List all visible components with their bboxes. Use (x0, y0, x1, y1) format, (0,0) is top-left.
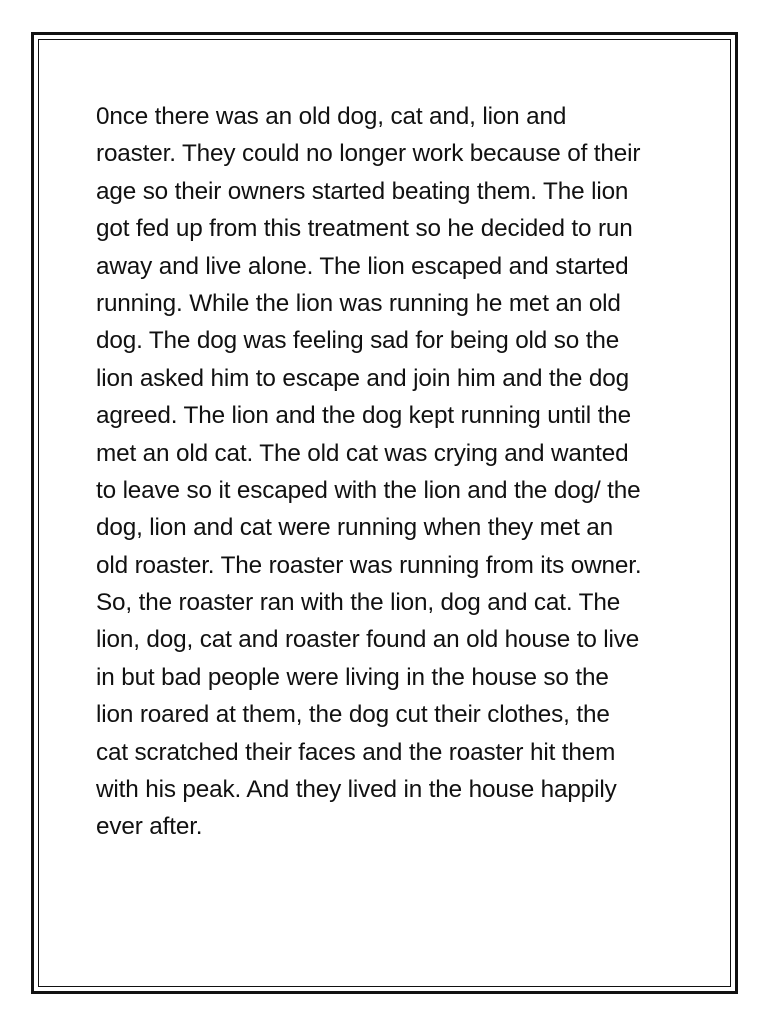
story-line: So, the roaster ran with the lion, dog and cat. The (96, 589, 621, 617)
story-line: dog. The dog was feeling sad for being old so the (96, 327, 620, 355)
story-line: old roaster. The roaster was running from its owner. (96, 551, 642, 579)
page-border (31, 32, 738, 994)
story-paragraph (96, 98, 696, 846)
story-line: ever after. (96, 813, 203, 841)
story-line: cat scratched their faces and the roaster hit them (96, 738, 616, 766)
story-line: age so their owners started beating them. The lion (96, 177, 629, 205)
story-line: running. While the lion was running he met an old (96, 289, 621, 317)
story-line: got fed up from this treatment so he decided to run (96, 215, 633, 243)
story-line: roaster. They could no longer work because of their (96, 140, 641, 168)
story-line: lion roared at them, the dog cut their clothes, the (96, 701, 610, 729)
story-line: met an old cat. The old cat was crying and wanted (96, 439, 629, 467)
story-line: agreed. The lion and the dog kept running until the (96, 402, 631, 430)
story-line: in but bad people were living in the house so the (96, 663, 609, 691)
story-line: with his peak. And they lived in the house happily (96, 776, 617, 804)
story-line: lion, dog, cat and roaster found an old house to live (96, 626, 640, 654)
page-border-inner (38, 39, 731, 987)
story-line: away and live alone. The lion escaped and started (96, 252, 629, 280)
story-line: to leave so it escaped with the lion and the dog/ the (96, 476, 641, 504)
story-line: 0nce there was an old dog, cat and, lion and (96, 103, 567, 130)
story-line: dog, lion and cat were running when they met an (96, 514, 614, 542)
story-line: lion asked him to escape and join him and the dog (96, 364, 629, 392)
